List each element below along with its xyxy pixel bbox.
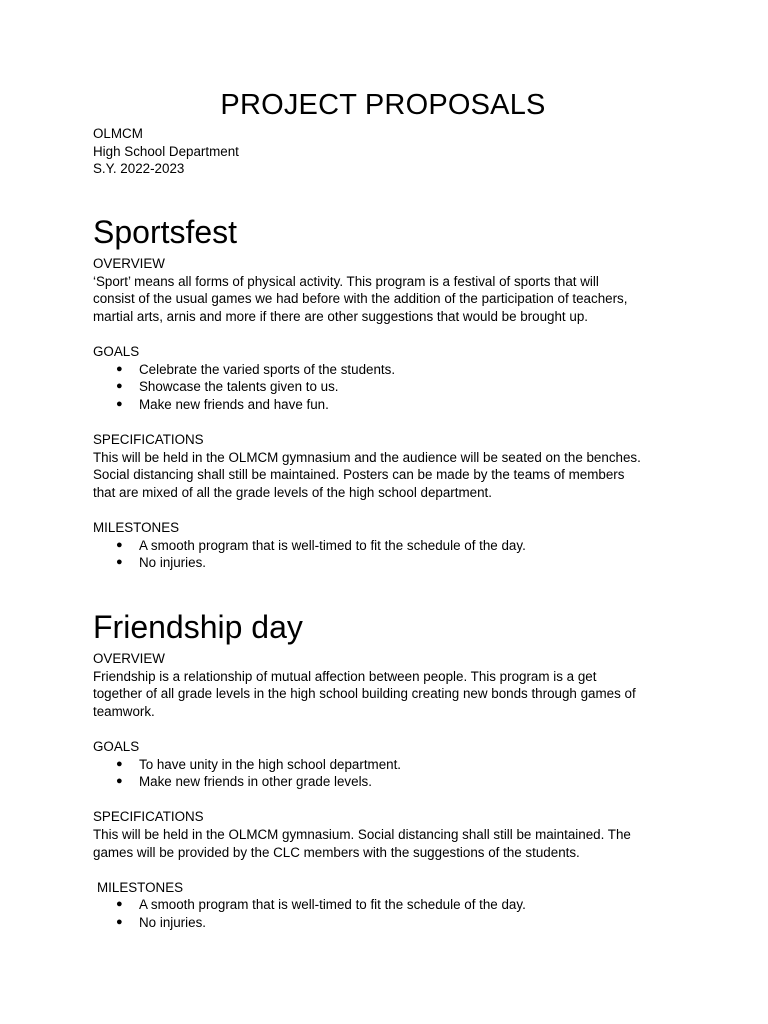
section-friendship-day: [93, 608, 683, 932]
bullet-icon: ●: [116, 757, 123, 770]
specifications-line: that are mixed of all the grade levels of the high school department.: [93, 484, 492, 500]
goals-heading: GOALS: [93, 343, 140, 359]
overview-line: martial arts, arnis and more if there are other suggestions that would be brought up.: [93, 308, 588, 324]
list-item: ● Showcase the talents given to us.: [116, 379, 339, 395]
list-item: ● Celebrate the varied sports of the students.: [116, 361, 396, 377]
bullet-icon: ●: [116, 380, 123, 393]
goals-list: [93, 361, 683, 414]
list-item: ● A smooth program that is well-timed to fit the schedule of the day.: [116, 537, 526, 553]
meta-school-year: S.Y. 2022-2023: [93, 161, 185, 177]
specifications-line: This will be held in the OLMCM gymnasium and the audience will be seated on the benches.: [93, 449, 641, 465]
bullet-icon: ●: [116, 915, 123, 928]
overview-line: together of all grade levels in the high school building creating new bonds through games of: [93, 686, 636, 702]
specifications-line: This will be held in the OLMCM gymnasium. Social distancing shall still be maintained. The: [93, 826, 631, 842]
section-sportsfest: [93, 213, 683, 572]
specifications-text: [93, 449, 683, 502]
specifications-heading: SPECIFICATIONS: [93, 809, 204, 825]
document-meta: [93, 125, 239, 178]
meta-department: High School Department: [93, 143, 239, 159]
list-item: ● Make new friends and have fun.: [116, 396, 329, 412]
document-title: PROJECT PROPOSALS: [220, 89, 546, 121]
bullet-icon: ●: [116, 362, 123, 375]
list-item: ● No injuries.: [116, 914, 206, 930]
list-item: ● A smooth program that is well-timed to fit the schedule of the day.: [116, 897, 526, 913]
bullet-icon: ●: [116, 775, 123, 788]
bullet-icon: ●: [116, 538, 123, 551]
list-item: ● To have unity in the high school department.: [116, 756, 402, 772]
overview-line: teamwork.: [93, 703, 155, 719]
meta-school: OLMCM: [93, 126, 143, 141]
overview-line: consist of the usual games we had before with the addition of the participation of teachers,: [93, 291, 628, 307]
list-item: ● No injuries.: [116, 555, 206, 571]
overview-text: [93, 668, 683, 721]
milestones-heading: MILESTONES: [93, 519, 180, 535]
overview-text: [93, 273, 683, 326]
goals-list: [93, 756, 683, 791]
milestones-heading: MILESTONES: [97, 879, 184, 895]
overview-heading: OVERVIEW: [93, 651, 165, 666]
bullet-icon: ●: [116, 397, 123, 410]
section-title: Sportsfest: [93, 214, 238, 250]
specifications-text: [93, 826, 683, 861]
bullet-icon: ●: [116, 898, 123, 911]
milestones-list: [93, 896, 683, 931]
specifications-heading: SPECIFICATIONS: [93, 431, 204, 447]
overview-line: ‘Sport’ means all forms of physical activity. This program is a festival of sports that will: [93, 273, 599, 289]
specifications-line: Social distancing shall still be maintained. Posters can be made by the teams of members: [93, 467, 625, 483]
milestones-list: [93, 537, 683, 572]
specifications-line: games will be provided by the CLC members with the suggestions of the students.: [93, 844, 580, 860]
bullet-icon: ●: [116, 556, 123, 569]
section-title: Friendship day: [93, 609, 303, 645]
overview-heading: OVERVIEW: [93, 256, 165, 271]
overview-line: Friendship is a relationship of mutual affection between people. This program is a get: [93, 668, 597, 684]
goals-heading: GOALS: [93, 738, 140, 754]
list-item: ● Make new friends in other grade levels.: [116, 774, 372, 790]
